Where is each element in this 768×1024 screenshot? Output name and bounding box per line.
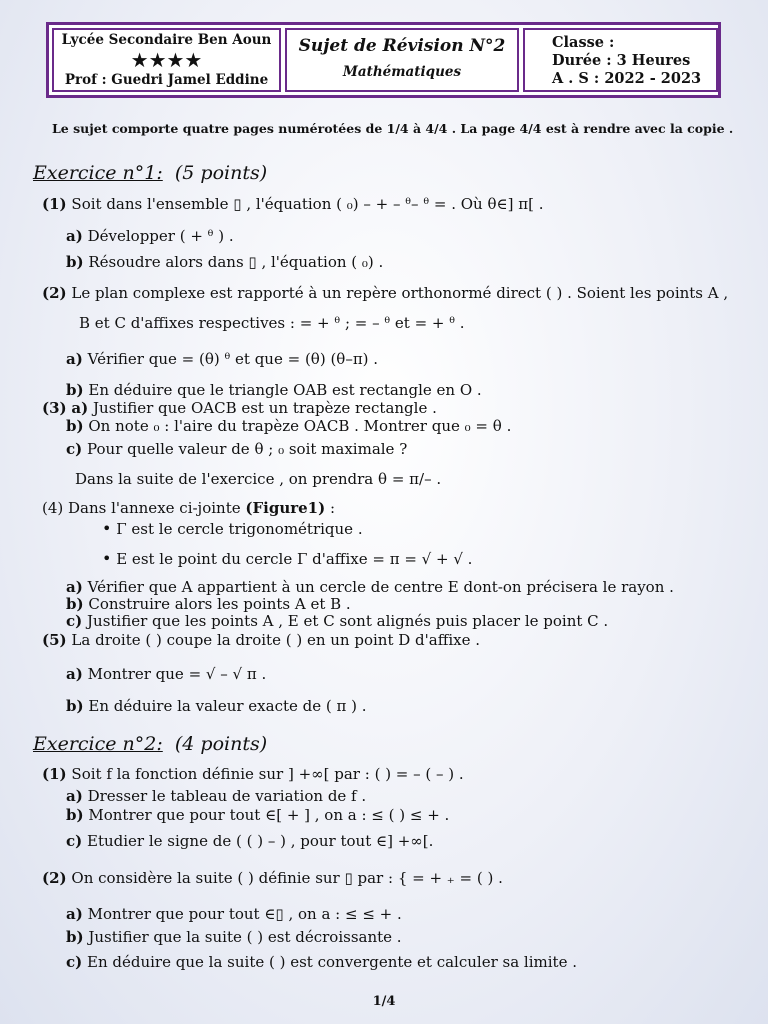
figure-reference: (Figure1) [245, 499, 326, 517]
bullet-icon: • [102, 549, 112, 568]
sub-label: a) [66, 905, 83, 923]
teacher-name: Prof : Guedri Jamel Eddine [64, 72, 269, 88]
header-box [46, 22, 721, 98]
question-text: Montrer que pour tout ∈[ + ] , on a : ≤ ( ) ≤ + . [88, 806, 450, 824]
sub-label: a) [66, 227, 83, 245]
question-text: On considère la suite ( ) définie sur ▯ par : { = + ₊ = ( ) . [71, 869, 503, 887]
question-text: Soit dans l'ensemble ▯ , l'équation ( ₀) – + – ᶿ– ᶿ = . Où θ∈] π[ . [71, 195, 544, 213]
question-text: Justifier que la suite ( ) est décroissante . [88, 928, 402, 946]
ex1-line-9 [66, 417, 511, 435]
question-text: Dans l'annexe ci-jointe [68, 499, 241, 517]
sub-label: b) [66, 417, 84, 435]
ex1-line-11 [75, 470, 441, 488]
question-number: (4) [42, 499, 64, 517]
school-cell [52, 28, 281, 92]
ex1-line-15 [66, 578, 674, 596]
school-name: Lycée Secondaire Ben Aoun [61, 32, 272, 48]
question-text: Soit f la fonction définie sur ] +∞[ par : ( ) = – ( – ) . [71, 765, 464, 783]
stars-icon: ★★★★ [130, 48, 203, 72]
page-number: 1/4 [372, 994, 396, 1009]
question-text: On note ₀ : l'aire du trapèze OACB . Montrer que ₀ = θ . [88, 417, 512, 435]
exercise-2-label: Exercice n°2: [33, 733, 163, 755]
ex1-line-5 [79, 314, 465, 332]
ex1-line-19 [66, 665, 266, 683]
question-text: Dresser le tableau de variation de f . [87, 787, 367, 805]
sub-label: b) [66, 253, 84, 271]
question-text: Développer ( + ᶿ ) . [87, 227, 234, 245]
question-text: Etudier le signe de ( ( ) – ) , pour tout ∈] +∞[. [87, 832, 434, 850]
ex1-line-4 [42, 284, 728, 302]
title-cell [285, 28, 519, 92]
ex2-line-2 [66, 787, 366, 805]
question-text: E est le point du cercle Γ d'affixe = π = √ + √ . [116, 550, 473, 568]
question-text: En déduire que la suite ( ) est convergente et calculer sa limite . [87, 953, 577, 971]
document-title: Sujet de Révision N°2 [298, 36, 506, 56]
ex1-line-8 [42, 399, 437, 417]
ex1-line-3 [66, 253, 383, 271]
sub-label: a) [66, 787, 83, 805]
question-text: B et C d'affixes respectives : = + ᶿ ; = – ᶿ et = + ᶿ . [79, 314, 465, 332]
page-notice: Le sujet comporte quatre pages numérotées de 1/4 à 4/4 . La page 4/4 est à rendre avec la copie . [52, 121, 734, 136]
ex1-line-14 [102, 549, 472, 568]
ex1-line-16 [66, 595, 351, 613]
ex2-line-8 [66, 953, 577, 971]
ex1-line-1 [42, 195, 543, 213]
exercise-2-points: (4 points) [174, 733, 268, 755]
question-text: Montrer que = √ – √ π . [87, 665, 267, 683]
exercise-1-label: Exercice n°1: [33, 162, 163, 184]
question-text: Le plan complexe est rapporté à un repère orthonormé direct ( ) . Soient les points A , [71, 284, 729, 302]
ex1-line-18 [42, 631, 480, 649]
exercise-2-title [33, 733, 267, 755]
sub-label: c) [66, 953, 83, 971]
question-text: Vérifier que A appartient à un cercle de centre E dont-on précisera le rayon . [87, 578, 674, 596]
ex2-line-1 [42, 765, 464, 783]
ex1-line-2 [66, 227, 234, 245]
ex1-line-7 [66, 381, 482, 399]
subject-name: Mathématiques [342, 64, 462, 80]
sub-label: b) [66, 806, 84, 824]
question-text: En déduire que le triangle OAB est rectangle en O . [88, 381, 482, 399]
line-tail: : [325, 499, 336, 517]
sub-label: a) [66, 350, 83, 368]
question-text: Vérifier que = (θ) ᶿ et que = (θ) (θ–π) . [87, 350, 379, 368]
question-number: (1) [42, 195, 67, 213]
bullet-icon: • [102, 519, 112, 538]
sub-label: a) [66, 578, 83, 596]
ex2-line-3 [66, 806, 449, 824]
ex1-line-10 [66, 440, 407, 458]
duration-label: Durée : 3 Heures [552, 52, 691, 69]
sub-label: b) [66, 697, 84, 715]
ex2-line-6 [66, 905, 402, 923]
question-text: Construire alors les points A et B . [88, 595, 351, 613]
ex2-line-5 [42, 869, 503, 887]
question-text: Dans la suite de l'exercice , on prendra θ = π/– . [75, 470, 442, 488]
question-number: (5) [42, 631, 67, 649]
sub-label: b) [66, 595, 84, 613]
class-label: Classe : [552, 34, 615, 51]
exercise-1-points: (5 points) [174, 162, 268, 184]
question-number: (2) [42, 284, 67, 302]
ex2-line-4 [66, 832, 433, 850]
ex1-line-20 [66, 697, 367, 715]
sub-label: c) [66, 440, 83, 458]
ex1-line-17 [66, 612, 608, 630]
exercise-1-title [33, 162, 267, 184]
info-cell [523, 28, 718, 92]
question-text: Justifier que OACB est un trapèze rectangle . [93, 399, 437, 417]
question-text: Justifier que les points A , E et C sont alignés puis placer le point C . [87, 612, 609, 630]
ex2-line-7 [66, 928, 402, 946]
sub-label: c) [66, 832, 83, 850]
ex1-line-12 [42, 499, 335, 517]
ex1-line-6 [66, 350, 378, 368]
sub-label: b) [66, 381, 84, 399]
question-text: Pour quelle valeur de θ ; ₀ soit maximale ? [87, 440, 408, 458]
question-text: Γ est le cercle trigonométrique . [116, 520, 363, 538]
sub-label: a) [66, 665, 83, 683]
question-number: (1) [42, 765, 67, 783]
sub-label: c) [66, 612, 83, 630]
question-text: Montrer que pour tout ∈▯ , on a : ≤ ≤ + . [87, 905, 402, 923]
question-text: La droite ( ) coupe la droite ( ) en un point D d'affixe . [71, 631, 481, 649]
question-text: En déduire la valeur exacte de ( π ) . [88, 697, 367, 715]
sub-label: a) [71, 399, 89, 417]
question-number: (2) [42, 869, 67, 887]
ex1-line-13 [102, 519, 363, 538]
question-number: (3) [42, 399, 67, 417]
question-text: Résoudre alors dans ▯ , l'équation ( ₀) . [88, 253, 384, 271]
sub-label: b) [66, 928, 84, 946]
school-year: A . S : 2022 - 2023 [552, 70, 702, 87]
